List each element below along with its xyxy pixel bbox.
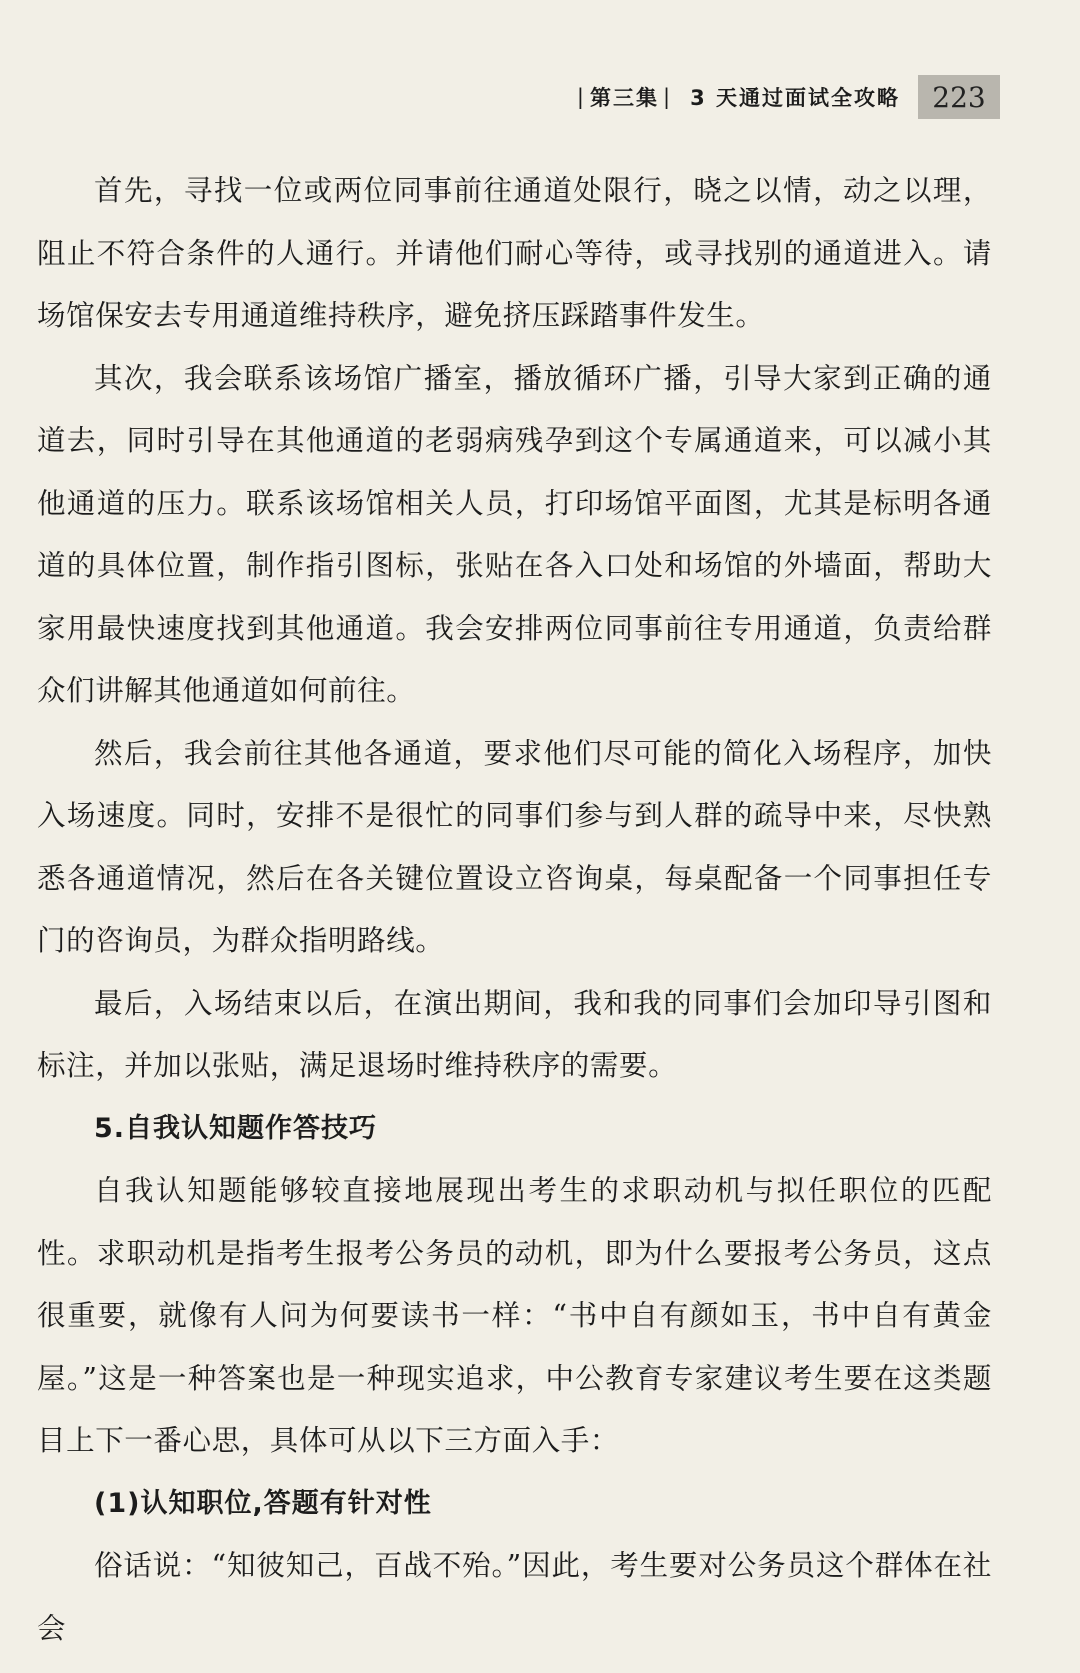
series-label: 第三集	[589, 86, 659, 110]
subsection-heading: (1)认知职位,答题有针对性	[94, 1487, 432, 1519]
page-number: 223	[918, 75, 1000, 119]
paragraph-second: 其次，我会联系该场馆广播室，播放循环广播，引导大家到正确的通道去，同时引导在其他通道的老弱病残孕到这个专属通道来，可以减小其他通道的压力。联系该场馆相关人员，打印场馆平面图，尤其是标明各通道的具体位置，制作指引图标，张贴在各入口处和场馆的外墙面，帮助大家用最快速度找到其他通道。我会安排两位同事前往专用通道，负责给群众们讲解其他通道如何前往。	[37, 361, 992, 707]
book-title: 3 天通过面试全攻略	[690, 86, 900, 110]
paragraph-fourth: 最后，入场结束以后，在演出期间，我和我的同事们会加印导引图和标注，并加以张贴，满足退场时维持秩序的需要。	[37, 986, 992, 1082]
running-header	[540, 72, 1000, 122]
section-intro-paragraph: 自我认知题能够较直接地展现出考生的求职动机与拟任职位的匹配性。求职动机是指考生报考公务员的动机，即为什么要报考公务员，这点很重要，就像有人问为何要读书一样：“书中自有颜如玉，书中自有黄金屋。”这是一种答案也是一种现实追求，中公教育专家建议考生要在这类题目上下一番心思，具体可从以下三方面入手：	[37, 1174, 992, 1457]
paragraph-third: 然后，我会前往其他各通道，要求他们尽可能的简化入场程序，加快入场速度。同时，安排不是很忙的同事们参与到人群的疏导中来，尽快熟悉各通道情况，然后在各关键位置设立咨询桌，每桌配备一个同事担任专门的咨询员，为群众指明路线。	[37, 736, 992, 957]
page-body	[37, 160, 992, 1660]
section-heading: 5.自我认知题作答技巧	[94, 1112, 378, 1144]
paragraph-first: 首先，寻找一位或两位同事前往通道处限行，晓之以情，动之以理，阻止不符合条件的人通行。并请他们耐心等待，或寻找别的通道进入。请场馆保安去专用通道维持秩序，避免挤压踩踏事件发生。	[37, 174, 992, 332]
header-divider: |	[576, 85, 586, 109]
paragraph-last: 俗话说：“知彼知己，百战不殆。”因此，考生要对公务员这个群体在社会	[37, 1549, 992, 1645]
header-divider: |	[662, 85, 673, 109]
